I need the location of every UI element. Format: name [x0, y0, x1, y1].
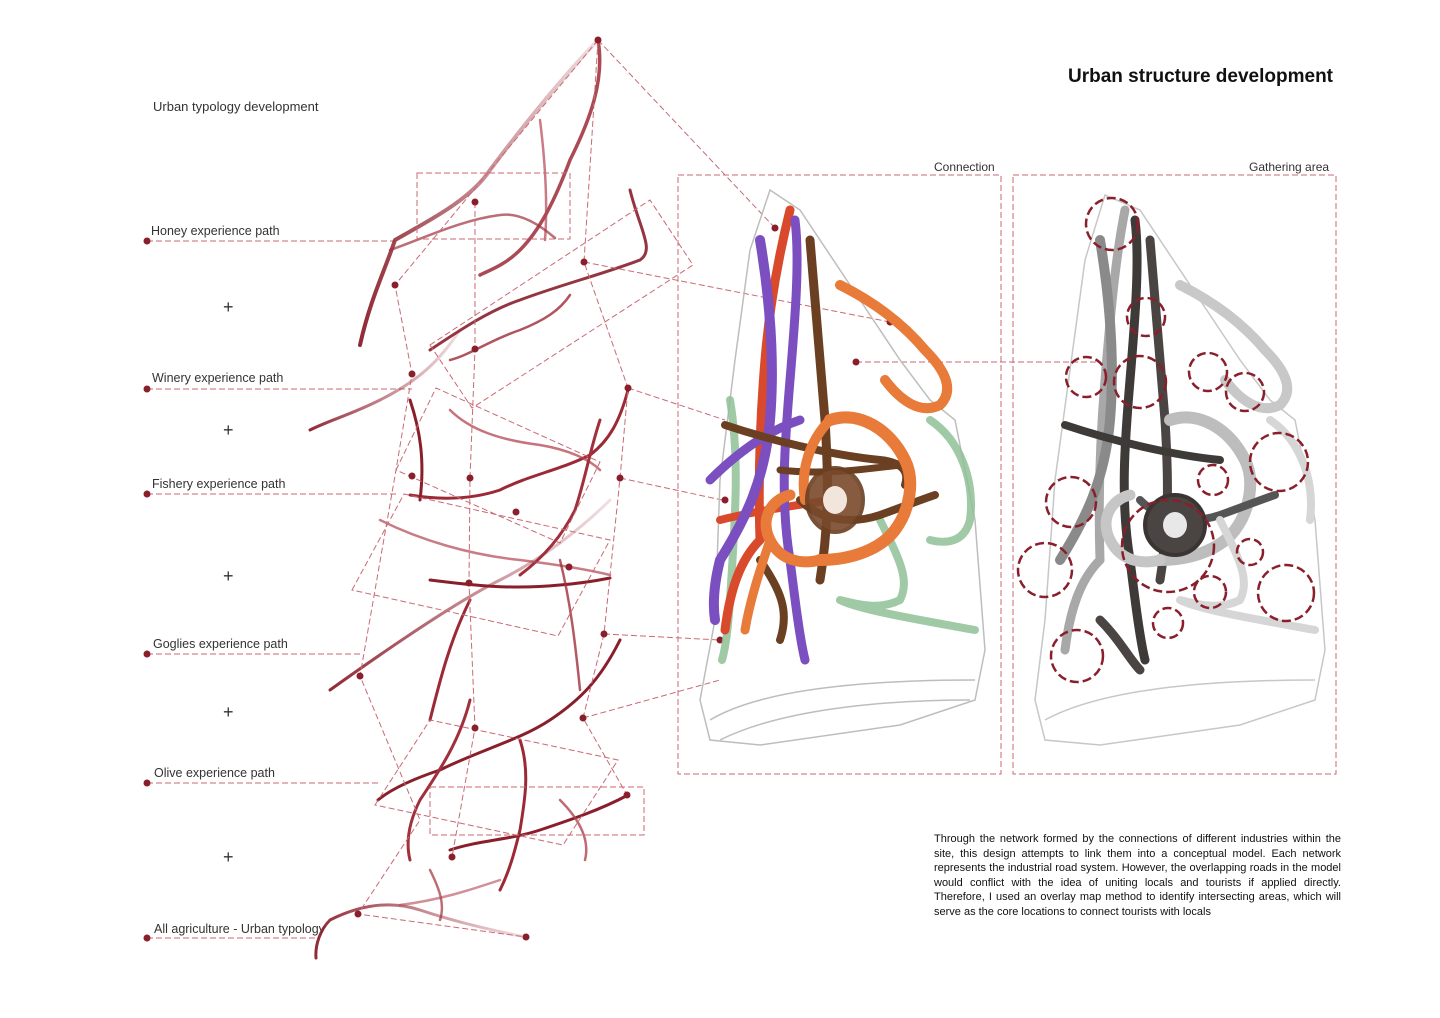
page-title: Urban structure development [1068, 66, 1333, 87]
plus-sign: + [223, 566, 234, 586]
plus-sign: + [223, 297, 234, 317]
path-label-olive: Olive experience path [154, 766, 275, 780]
connection-network-model [710, 210, 975, 660]
panel-label-connection: Connection [934, 160, 995, 174]
label-dots [144, 238, 151, 942]
path-label-honey: Honey experience path [151, 224, 280, 238]
panel-label-gathering: Gathering area [1249, 160, 1330, 174]
plus-sign: + [223, 420, 234, 440]
gathering-network-model [1060, 210, 1315, 670]
label-leader-lines [147, 241, 412, 938]
description-text: Through the network formed by the connections of different industries within the site, this design attempts to link them into a conceptual model. Each network represents the industrial road system. However, the overlapping roads in the model would conflict with the idea of uniting locals and tourists if applied directly. Therefore, I used an overlay map method to identify intersecting areas, which will serve as the core locations to connect tourists with locals [934, 833, 1341, 918]
path-label-winery: Winery experience path [152, 371, 284, 385]
path-label-all-agriculture: All agriculture - Urban typology [154, 922, 325, 936]
plus-sign: + [223, 702, 234, 722]
path-label-goglies: Goglies experience path [153, 637, 288, 651]
path-label-fishery: Fishery experience path [152, 477, 286, 491]
section-subtitle: Urban typology development [153, 99, 319, 114]
gathering-site-outline [1035, 195, 1325, 745]
plus-sign: + [223, 847, 234, 867]
typology-paths [310, 40, 646, 958]
